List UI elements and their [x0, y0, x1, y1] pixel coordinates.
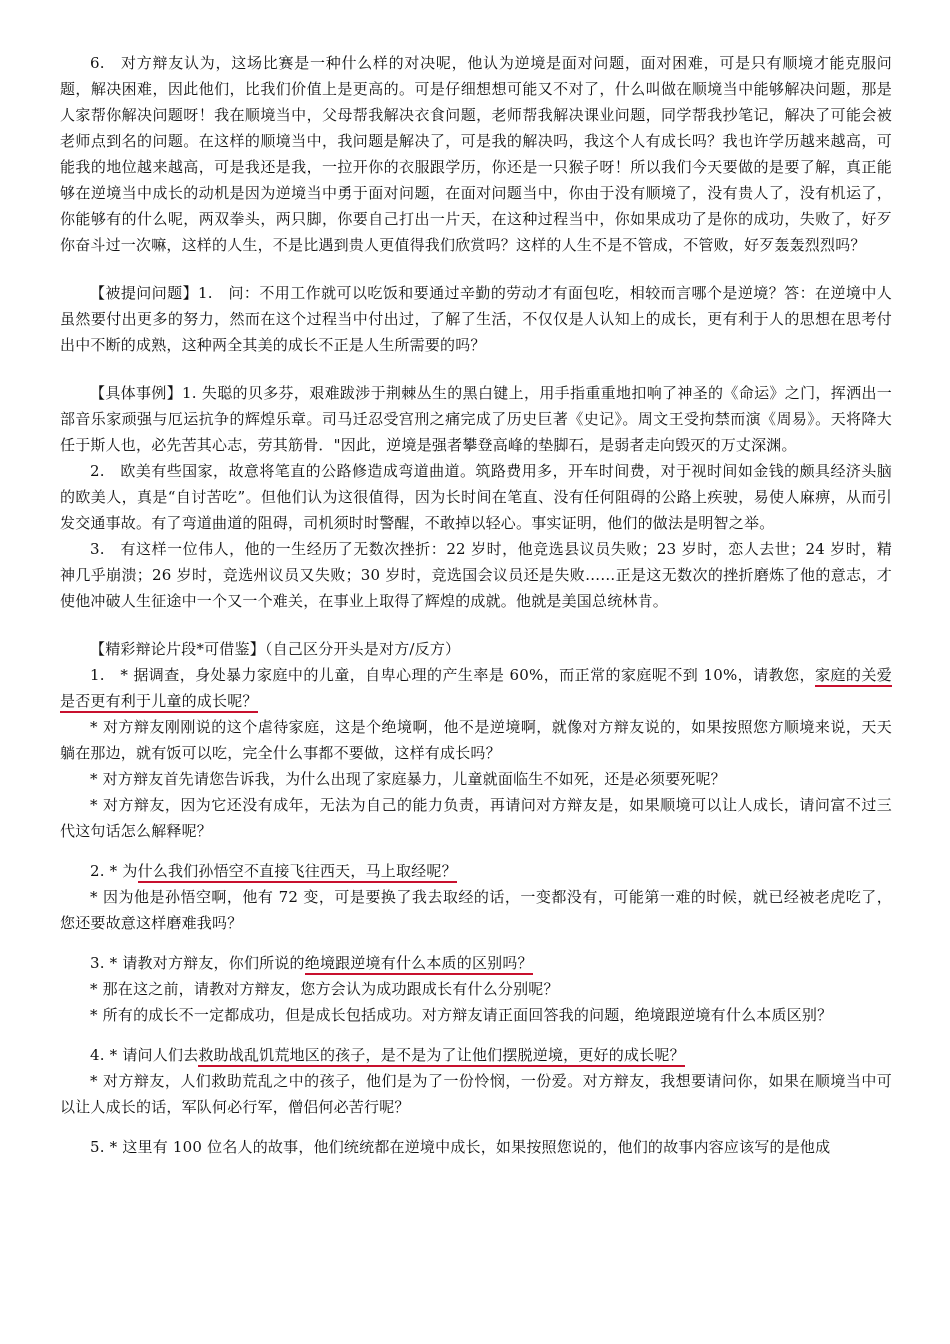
debate-reply: * 那在这之前，请教对方辩友，您方会认为成功跟成长有什么分别呢？: [90, 980, 559, 998]
spacer: [60, 1120, 892, 1134]
document-body: [60, 50, 892, 1160]
debate-reply: * 对方辩友首先请您告诉我，为什么出现了家庭暴力，儿童就面临生不如死，还是必须要死呢？: [90, 770, 726, 788]
paragraph-example-2: 2. 欧美有些国家，故意将笔直的公路修造成弯道曲道。筑路费用多，开车时间费，对于视时间如金钱的颇具经济头脑的欧美人，真是“自讨苦吃”。但他们认为这很值得，因为长时间在笔直、没有任何阻碍的公路上疾驶，易使人麻痹，从而引发交通事故。有了弯道曲道的阻碍，司机须时时警醒，不敢掉以轻心。事实证明，他们的做法是明智之举。: [60, 462, 892, 532]
debate-question-4: [60, 1042, 892, 1068]
question-prefix: 4. * 请问人们去: [90, 1046, 199, 1064]
paragraph-example-1: 【具体事例】1. 失聪的贝多芬，艰难跋涉于荆棘丛生的黑白键上，用手指重重地扣响了神圣的《命运》之门，挥洒出一部音乐家顽强与厄运抗争的辉煌乐章。司马迁忍受宫刑之痛完成了历史巨著《史记》。周文王受拘禁而演《周易》。天将降大任于斯人也，必先苦其心志，劳其筋骨．"因此，逆境是强者攀登高峰的垫脚石，是弱者走向毁灭的万丈深渊。: [60, 384, 892, 454]
paragraph-point-6: 6. 对方辩友认为，这场比赛是一种什么样的对决呢，他认为逆境是面对问题，面对困难，可是只有顺境才能克服问题，解决困难，因此他们，比我们价值上是更高的。可是仔细想想可能又不对了，什么叫做在顺境当中能够解决问题，那是人家帮你解决问题呀！我在顺境当中，父母帮我解决衣食问题，老师帮我解决课业问题，同学帮我抄笔记，解决了可能会被老师点到名的问题。在这样的顺境当中，我问题是解决了，可是我的解决吗，我这个人有成长吗？我也许学历越来越高，可能我的地位越来越高，可是我还是我，一拉开你的衣服跟学历，你还是一只猴子呀！所以我们今天要做的是要了解，真正能够在逆境当中成长的动机是因为逆境当中勇于面对问题，在面对问题当中，你由于没有顺境了，没有贵人了，没有机运了，你能够有的什么呢，两双拳头，两只脚，你要自己打出一片天，在这种过程当中，你如果成功了是你的成功，失败了，好歹你奋斗过一次嘛，这样的人生，不是比遇到贵人更值得我们欣赏吗？这样的人生不是不管成，不管败，好歹轰轰烈烈吗？: [60, 54, 892, 254]
spacer: [60, 258, 892, 280]
debate-reply: * 对方辩友，因为它还没有成年，无法为自己的能力负责，再请问对方辩友是，如果顺境可以让人成长，请问富不过三代这句话怎么解释呢？: [60, 796, 892, 840]
question-prefix: 2. * 为: [90, 862, 138, 880]
spacer: [60, 358, 892, 380]
highlighted-question: 绝境跟逆境有什么本质的区别吗？: [305, 954, 533, 975]
spacer: [60, 844, 892, 858]
highlighted-question: 救助战乱饥荒地区的孩子，是不是为了让他们摆脱逆境，更好的成长呢？: [198, 1046, 684, 1067]
debate-reply: * 所有的成长不一定都成功，但是成长包括成功。对方辩友请正面回答我的问题，绝境跟逆境有什么本质区别？: [90, 1006, 833, 1024]
spacer: [60, 614, 892, 636]
debate-reply: * 对方辩友刚刚说的这个虐待家庭，这是个绝境啊，他不是逆境啊，就像对方辩友说的，如果按照您方顺境来说，天天躺在那边，就有饭可以吃，完全什么事都不要做，这样有成长吗？: [60, 718, 892, 762]
highlighted-question: 家庭的关爱是否更有利于儿童的成长呢？: [60, 666, 892, 713]
debate-question-5: 5. * 这里有 100 位名人的故事，他们统统都在逆境中成长，如果按照您说的，他们的故事内容应该写的是他成: [90, 1138, 831, 1156]
debate-heading: 【精彩辩论片段*可借鉴】（自己区分开头是对方/反方）: [90, 640, 461, 658]
debate-reply: * 因为他是孙悟空啊，他有 72 变，可是要换了我去取经的话，一变都没有，可能第一难的时候，就已经被老虎吃了，您还要故意这样磨难我吗？: [60, 888, 892, 932]
question-prefix: 1. * 据调查，身处暴力家庭中的儿童，自卑心理的产生率是 60%，而正常的家庭呢不到 10%，请教您，: [90, 666, 815, 684]
debate-question-3: [60, 950, 892, 976]
paragraph-example-3: 3. 有这样一位伟人，他的一生经历了无数次挫折：22 岁时，他竞选县议员失败；23 岁时，恋人去世；24 岁时，精神几乎崩溃；26 岁时，竞选州议员又失败；30 岁时，竞选国会议员还是失败……正是这无数次的挫折磨炼了他的意志，才使他冲破人生征途中一个又一个难关，在事业上取得了辉煌的成就。他就是美国总统林肯。: [60, 540, 892, 610]
spacer: [60, 936, 892, 950]
question-prefix: 3. * 请教对方辩友，你们所说的: [90, 954, 305, 972]
debate-reply: * 对方辩友，人们救助荒乱之中的孩子，他们是为了一份怜悯，一份爱。对方辩友，我想要请问你，如果在顺境当中可以让人成长的话，军队何必行军，僧侣何必苦行呢？: [60, 1072, 892, 1116]
spacer: [60, 1028, 892, 1042]
highlighted-question: 什么我们孙悟空不直接飞往西天，马上取经呢？: [138, 862, 457, 883]
debate-question-1: [60, 662, 892, 714]
debate-question-2: [60, 858, 892, 884]
paragraph-asked-question: 【被提问问题】1. 问：不用工作就可以吃饭和要通过辛勤的劳动才有面包吃，相较而言哪个是逆境？答：在逆境中人虽然要付出更多的努力，然而在这个过程当中付出过，了解了生活，不仅仅是人认知上的成长，更有利于人的思想在思考付出中不断的成熟，这种两全其美的成长不正是人生所需要的吗？: [60, 284, 892, 354]
